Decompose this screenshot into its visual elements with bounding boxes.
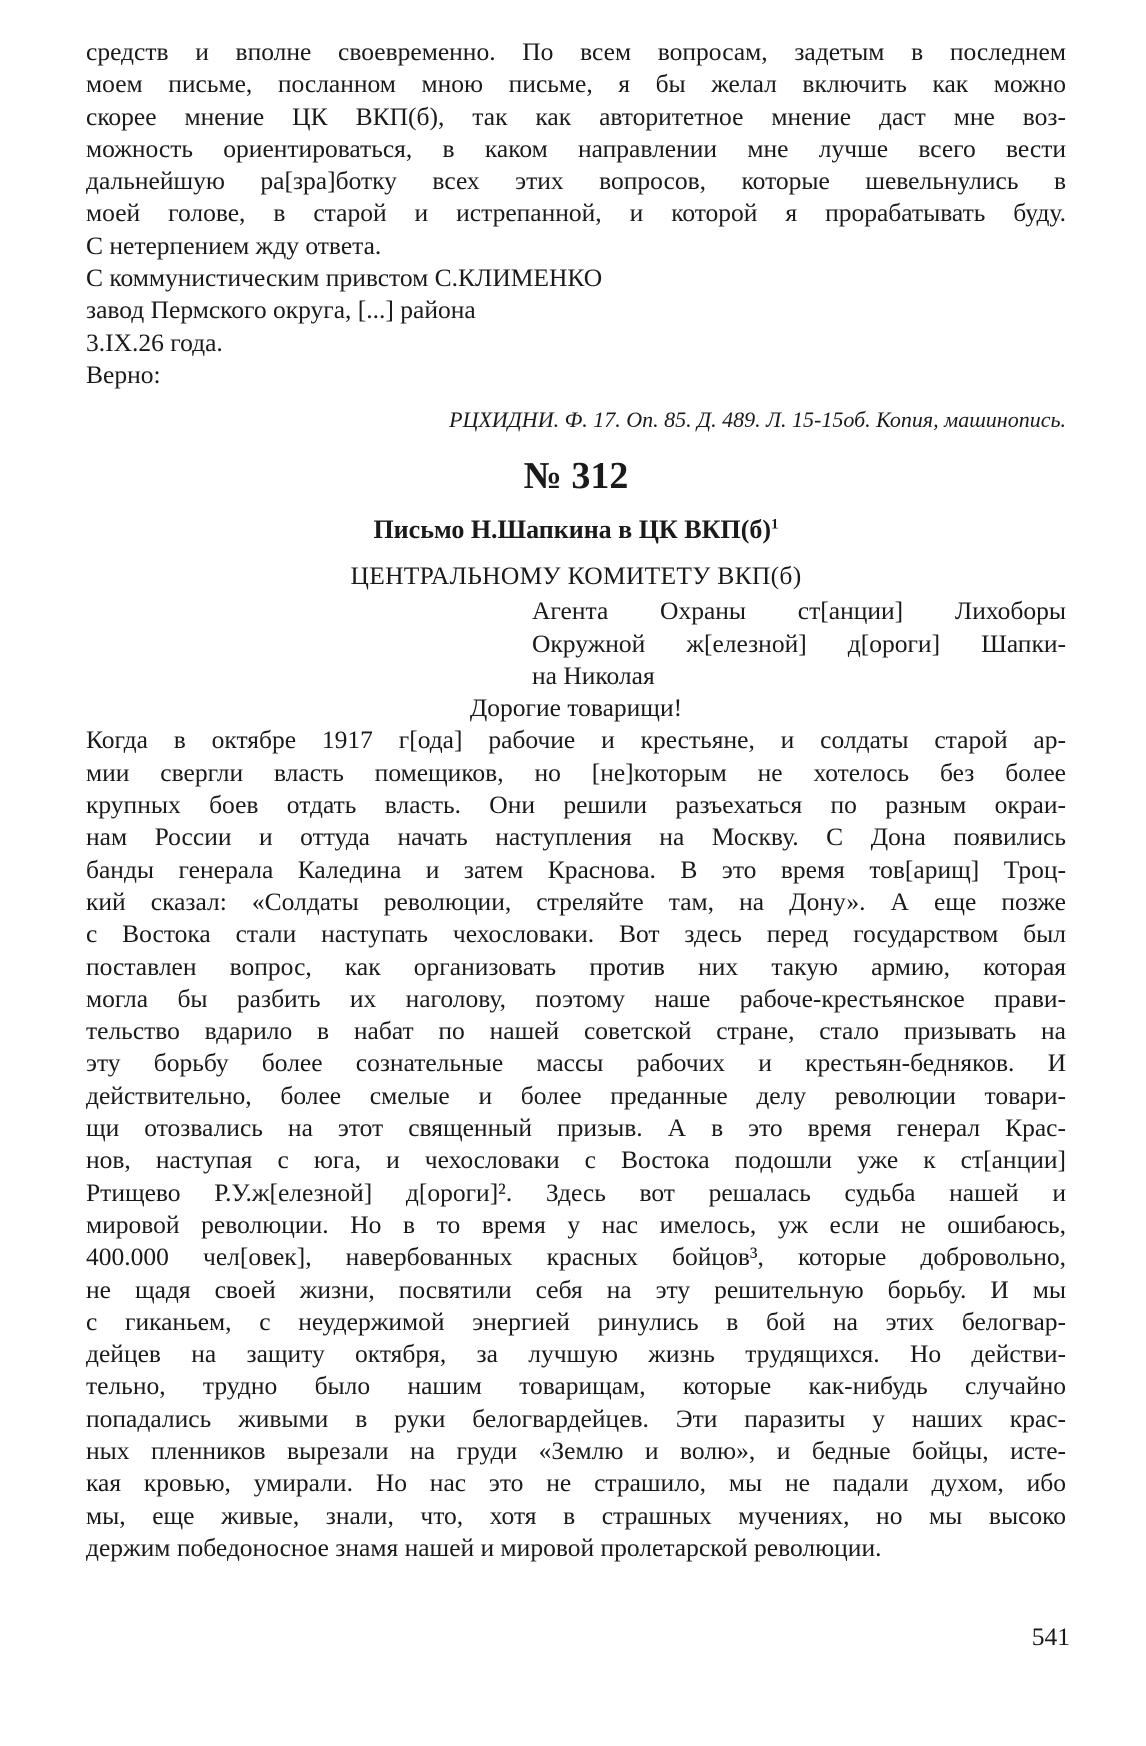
body-line: нов, наступая с юга, и чехословаки с Востока подошли уже к ст[анции] <box>86 1145 1066 1175</box>
previous-letter-ending <box>86 36 1066 230</box>
body-line: мии свергли власть помещиков, но [не]которым не хотелось без более <box>86 757 1066 787</box>
body-line: нам России и оттуда начать наступления на Москву. С Дона появились <box>86 822 1066 852</box>
text-line: дальнейшую ра[зра]ботку всех этих вопросов, которые шевельнулись в <box>86 166 1066 196</box>
body-line: попадались живыми в руки белогвардейцев. Эти паразиты у наших крас- <box>86 1403 1066 1433</box>
body-line: ных пленников вырезали на груди «Землю и волю», и бедные бойцы, исте- <box>86 1435 1066 1465</box>
footnote-marker: 1 <box>771 516 779 533</box>
body-line: с Востока стали наступать чехословаки. Вот здесь перед государством был <box>86 919 1066 949</box>
addressee: ЦЕНТРАЛЬНОМУ КОМИТЕТУ ВКП(б) <box>350 561 802 591</box>
signature-line: завод Пермского округа, [...] района <box>86 295 476 325</box>
body-line: мы, еще живые, знали, что, хотя в страшных мучениях, но мы высоко <box>86 1500 1066 1530</box>
archive-reference: РЦХИДНИ. Ф. 17. Оп. 85. Д. 489. Л. 15-15об. Копия, машинопись. <box>449 407 1066 433</box>
body-line: с гиканьем, с неудержимой энергией ринулись в бой на этих белогвар- <box>86 1306 1066 1336</box>
text-line: моей голове, в старой и истрепанной, и которой я прорабатывать буду. <box>86 198 1066 228</box>
sender-block <box>532 595 1066 692</box>
sender-line: Агента Охраны ст[анции] Лихоборы <box>532 596 1066 626</box>
signature-line: С коммунистическим привстом С.КЛИМЕНКО <box>86 263 603 293</box>
document-title-text: Письмо Н.Шапкина в ЦК ВКП(б) <box>373 515 772 545</box>
body-line: кий сказал: «Солдаты революции, стреляйте там, на Дону». А еще позже <box>86 886 1066 916</box>
body-line: не щадя своей жизни, посвятили себя на эту решительную борьбу. И мы <box>86 1274 1066 1304</box>
body-line: крупных боев отдать власть. Они решили разъехаться по разным окраи- <box>86 790 1066 820</box>
body-line: 400.000 чел[овек], навербованных красных бойцов³, которые добровольно, <box>86 1242 1066 1272</box>
document-title <box>86 513 1066 547</box>
body-line: дейцев на защиту октября, за лучшую жизнь трудящихся. Но действи- <box>86 1339 1066 1369</box>
signature-line: 3.IX.26 года. <box>86 327 223 357</box>
body-line: банды генерала Каледина и затем Краснова. В это время тов[арищ] Троц- <box>86 854 1066 884</box>
body-line: тельно, трудно было нашим товарищам, которые как-нибудь случайно <box>86 1371 1066 1401</box>
body-line: кая кровью, умирали. Но нас это не страшило, мы не падали духом, ибо <box>86 1468 1066 1498</box>
signature-block <box>86 230 1066 391</box>
document-number: № 312 <box>523 455 629 498</box>
page-number: 541 <box>1031 1622 1070 1651</box>
text-line: средств и вполне своевременно. По всем вопросам, задетым в последнем <box>86 37 1066 66</box>
signature-line: С нетерпением жду ответа. <box>86 230 382 260</box>
body-line: Когда в октябре 1917 г[ода] рабочие и крестьяне, и солдаты старой ар- <box>86 725 1066 755</box>
body-line: эту борьбу более сознательные массы рабочих и крестьян-бедняков. И <box>86 1048 1066 1078</box>
body-line: поставлен вопрос, как организовать против них такую армию, которая <box>86 951 1066 981</box>
sender-line: на Николая <box>532 660 655 690</box>
body-line: действительно, более смелые и более преданные делу революции товари- <box>86 1080 1066 1110</box>
body-line: щи отозвались на этот священный призыв. А в это время генерал Крас- <box>86 1113 1066 1143</box>
text-line: скорее мнение ЦК ВКП(б), так как авторитетное мнение даст мне воз- <box>86 101 1066 131</box>
sender-line: Окружной ж[елезной] д[ороги] Шапки- <box>532 628 1066 658</box>
text-line: моем письме, посланном мною письме, я бы желал включить как можно <box>86 69 1066 99</box>
body-line: мировой революции. Но в то время у нас имелось, уж если не ошибаюсь, <box>86 1209 1066 1239</box>
greeting: Дорогие товарищи! <box>469 693 683 723</box>
body-line: тельство вдарило в набат по нашей советской стране, стало призывать на <box>86 1016 1066 1046</box>
letter-body <box>86 724 1066 1564</box>
body-line: могла бы разбить их наголову, поэтому наше рабоче-крестьянское прави- <box>86 983 1066 1013</box>
body-line: держим победоносное знамя нашей и мировой пролетарской революции. <box>86 1532 882 1562</box>
text-line: можность ориентироваться, в каком направлении мне лучше всего вести <box>86 133 1066 163</box>
signature-line: Верно: <box>86 359 161 389</box>
body-line: Ртищево Р.У.ж[елезной] д[ороги]². Здесь вот решалась судьба нашей и <box>86 1177 1066 1207</box>
